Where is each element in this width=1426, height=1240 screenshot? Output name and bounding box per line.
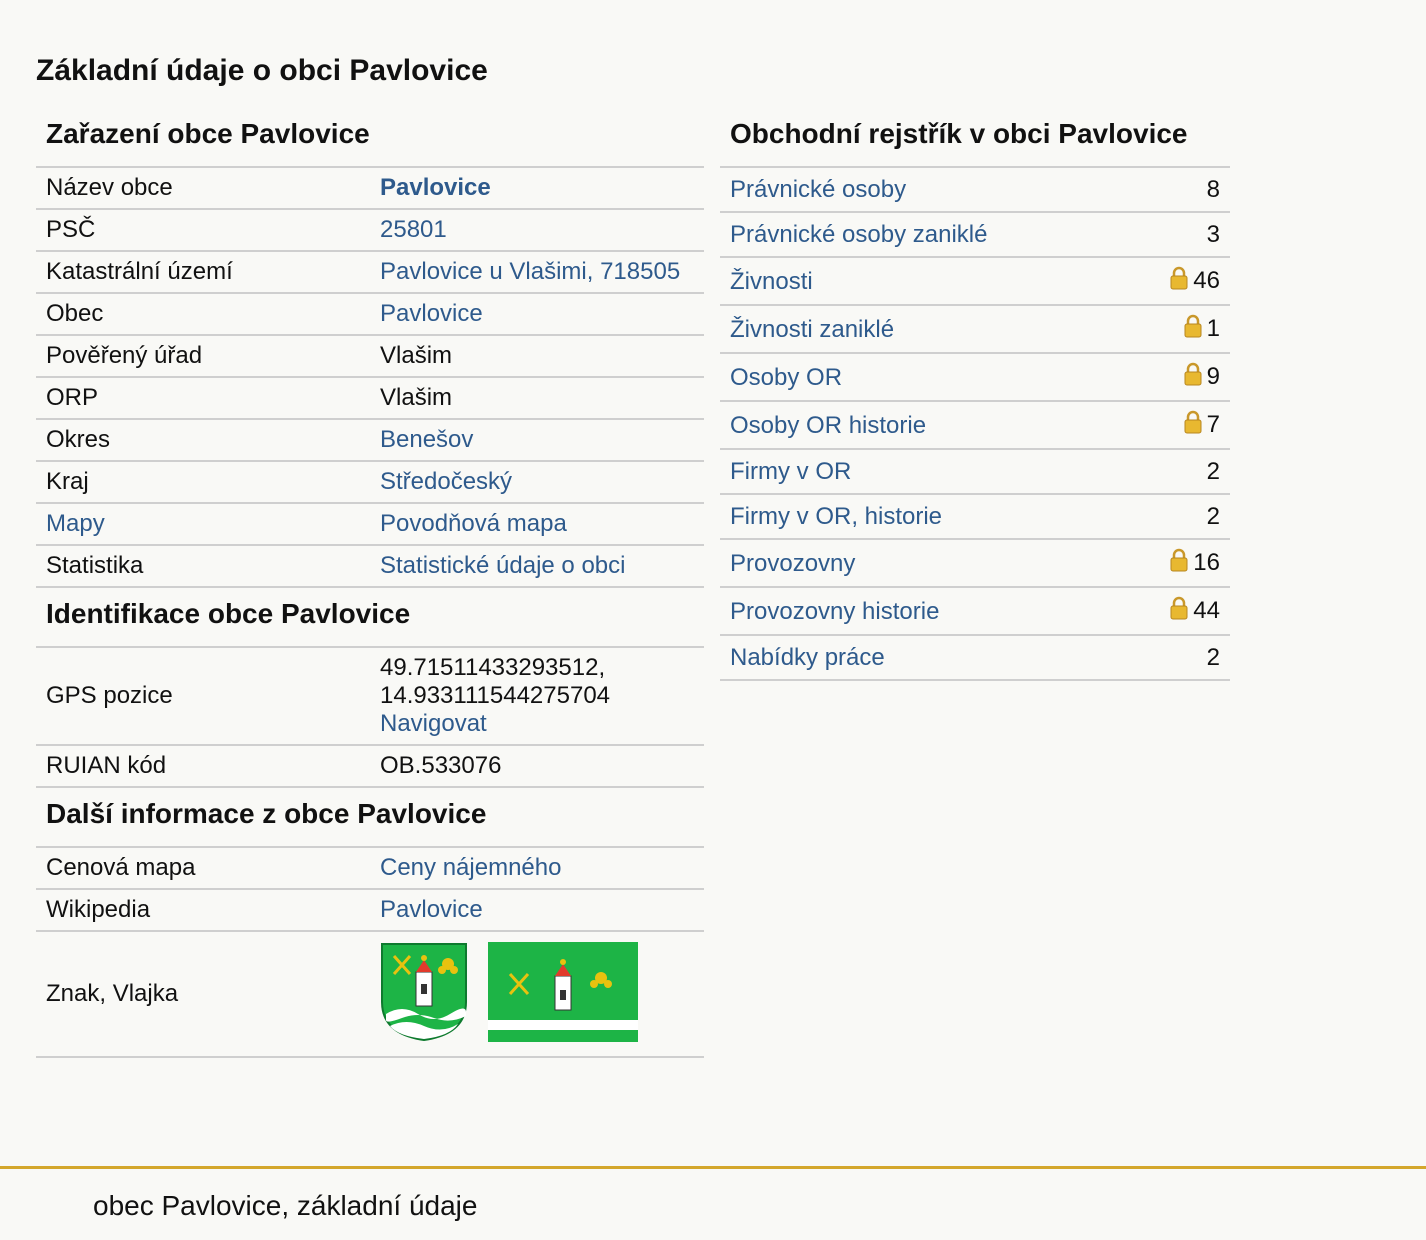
okres-link[interactable]: Benešov: [380, 426, 474, 453]
register-count: 2: [1206, 644, 1220, 671]
row-label: Statistika: [36, 545, 370, 587]
row-label: Wikipedia: [36, 889, 370, 931]
obec-link[interactable]: Pavlovice: [380, 300, 483, 327]
right-column: [720, 110, 1230, 681]
row-label: ORP: [36, 377, 370, 419]
mapy-link[interactable]: Mapy: [46, 510, 105, 537]
register-item-link[interactable]: Právnické osoby zaniklé: [730, 221, 988, 248]
row-label: Znak, Vlajka: [36, 931, 370, 1057]
zarazeni-heading: Zařazení obce Pavlovice: [36, 110, 704, 167]
register-count: 7: [1206, 411, 1220, 438]
statistika-link[interactable]: Statistické údaje o obci: [380, 552, 626, 579]
table-row: [720, 635, 1230, 680]
row-label: RUIAN kód: [36, 745, 370, 787]
lock-icon: [1169, 548, 1189, 579]
flag-image[interactable]: [488, 942, 638, 1042]
row-label: Katastrální území: [36, 251, 370, 293]
wikipedia-link[interactable]: Pavlovice: [380, 896, 483, 923]
ceny-najemneho-link[interactable]: Ceny nájemného: [380, 854, 562, 881]
register-count: 3: [1206, 221, 1220, 248]
lock-icon: [1183, 410, 1203, 441]
footer-divider: [0, 1166, 1426, 1169]
psc-link[interactable]: 25801: [380, 216, 447, 243]
table-row: [36, 335, 704, 377]
table-row: [36, 251, 704, 293]
table-row: [720, 305, 1230, 353]
table-row: [36, 647, 704, 745]
register-count: 46: [1193, 267, 1220, 294]
register-count: 2: [1206, 503, 1220, 530]
obec-name-link[interactable]: Pavlovice: [380, 174, 491, 201]
table-row: [720, 257, 1230, 305]
row-label: Název obce: [36, 167, 370, 209]
table-row: [720, 494, 1230, 539]
povodnova-mapa-link[interactable]: Povodňová mapa: [380, 510, 567, 537]
lock-icon: [1169, 266, 1189, 297]
rejstrik-table: [720, 110, 1230, 681]
row-label: PSČ: [36, 209, 370, 251]
lock-icon: [1183, 314, 1203, 345]
register-count: 1: [1206, 315, 1220, 342]
table-row: [720, 167, 1230, 212]
ruian-value: OB.533076: [370, 745, 704, 787]
dalsi-heading: Další informace z obce Pavlovice: [36, 787, 704, 847]
row-label: GPS pozice: [36, 647, 370, 745]
lock-icon: [1183, 362, 1203, 393]
zarazeni-table: [36, 110, 704, 1058]
register-count: 8: [1206, 176, 1220, 203]
table-row: [36, 419, 704, 461]
table-row: [720, 449, 1230, 494]
register-item-link[interactable]: Osoby OR historie: [730, 411, 927, 439]
register-item-link[interactable]: Osoby OR: [730, 363, 843, 391]
footer-text: obec Pavlovice, základní údaje: [93, 1190, 478, 1221]
table-row: [36, 461, 704, 503]
table-row: [36, 931, 704, 1057]
table-row: [36, 847, 704, 889]
page-title: Základní údaje o obci Pavlovice: [36, 54, 488, 87]
table-row: [36, 293, 704, 335]
register-item-link[interactable]: Firmy v OR: [730, 458, 852, 485]
row-label: Pověřený úřad: [36, 335, 370, 377]
gps-latitude: 49.71511433293512,: [380, 654, 606, 681]
lock-icon: [1169, 596, 1189, 627]
table-row: [36, 745, 704, 787]
register-count: 2: [1206, 458, 1220, 485]
register-item-link[interactable]: Živnosti: [730, 267, 813, 295]
rejstrik-heading: Obchodní rejstřík v obci Pavlovice: [720, 110, 1230, 167]
register-count: 9: [1206, 363, 1220, 390]
register-item-link[interactable]: Nabídky práce: [730, 644, 885, 671]
table-row: [720, 587, 1230, 635]
identifikace-heading: Identifikace obce Pavlovice: [36, 587, 704, 647]
row-label: Obec: [36, 293, 370, 335]
coat-of-arms-image[interactable]: [380, 942, 468, 1042]
table-row: [36, 377, 704, 419]
register-item-link[interactable]: Právnické osoby: [730, 176, 907, 203]
register-item-link[interactable]: Provozovny: [730, 549, 856, 577]
table-row: [36, 545, 704, 587]
table-row: [36, 167, 704, 209]
table-row: [720, 539, 1230, 587]
row-label: Cenová mapa: [36, 847, 370, 889]
row-label: Kraj: [36, 461, 370, 503]
katastralni-uzemi-link[interactable]: Pavlovice u Vlašimi, 718505: [380, 258, 681, 285]
register-item-link[interactable]: Živnosti zaniklé: [730, 315, 895, 343]
register-count: 16: [1193, 549, 1220, 576]
table-row: [720, 401, 1230, 449]
table-row: [36, 503, 704, 545]
orp-value: Vlašim: [370, 377, 704, 419]
navigovat-link[interactable]: Navigovat: [380, 710, 487, 737]
table-row: [720, 212, 1230, 257]
row-label: Okres: [36, 419, 370, 461]
table-row: [36, 889, 704, 931]
register-item-link[interactable]: Firmy v OR, historie: [730, 503, 943, 530]
povereny-urad-value: Vlašim: [370, 335, 704, 377]
table-row: [36, 209, 704, 251]
left-column: [36, 110, 704, 1058]
table-row: [720, 353, 1230, 401]
gps-longitude: 14.933111544275704: [380, 682, 611, 709]
register-item-link[interactable]: Provozovny historie: [730, 597, 940, 625]
kraj-link[interactable]: Středočeský: [380, 468, 513, 495]
register-count: 44: [1193, 597, 1220, 624]
